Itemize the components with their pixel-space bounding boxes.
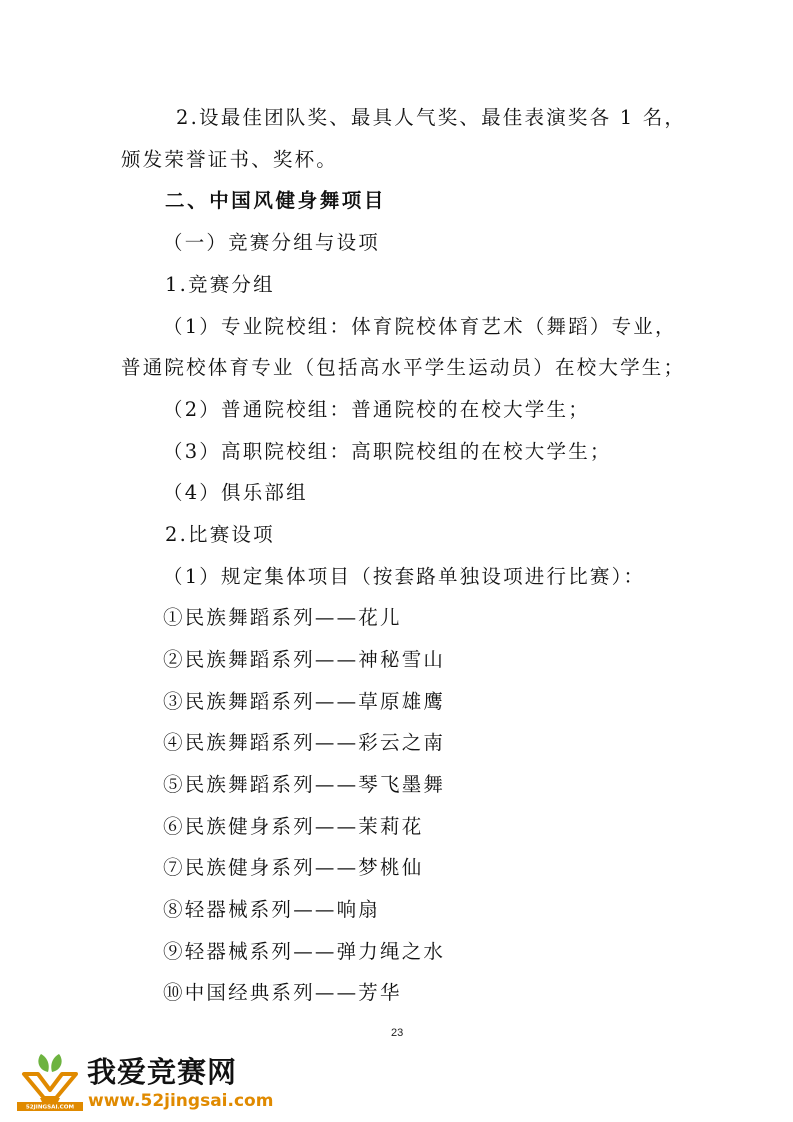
event-item: ⑧轻器械系列——响扇 [163,898,381,921]
group-item: （1）专业院校组：体育院校体育艺术（舞蹈）专业， [163,315,677,338]
event-category: （1）规定集体项目（按套路单独设项进行比赛）： [163,565,646,588]
trophy-cup-icon [24,1074,76,1098]
event-item: ④民族舞蹈系列——彩云之南 [163,731,446,754]
event-item: ⑦民族健身系列——梦桃仙 [163,856,424,879]
subsection-heading: （一）竞赛分组与设项 [163,231,381,254]
numbered-heading: 2.比赛设项 [165,523,275,546]
group-item-continued: 普通院校体育专业（包括高水平学生运动员）在校大学生； [121,356,686,379]
group-item: （4）俱乐部组 [163,481,308,504]
page-number: 23 [391,1027,404,1039]
leaf-icon [51,1054,61,1072]
award-line: 2.设最佳团队奖、最具人气奖、最佳表演奖各 1 名， [176,106,687,129]
event-item: ②民族舞蹈系列——神秘雪山 [163,648,446,671]
award-line-continued: 颁发荣誉证书、奖杯。 [121,148,339,171]
trophy-stem-icon [40,1098,60,1102]
leaf-icon [38,1054,48,1072]
site-title: 我爱竞赛网 [87,1055,238,1089]
event-item: ⑨轻器械系列——弹力绳之水 [163,940,446,963]
logo-text: 52JINGSAI.COM [25,1104,75,1111]
event-item: ⑩中国经典系列——芳华 [163,981,402,1004]
group-item: （3）高职院校组：高职院校组的在校大学生； [163,440,612,463]
event-item: ①民族舞蹈系列——花儿 [163,606,402,629]
event-item: ⑤民族舞蹈系列——琴飞墨舞 [163,773,446,796]
event-item: ③民族舞蹈系列——草原雄鹰 [163,690,446,713]
group-item: （2）普通院校组：普通院校的在校大学生； [163,398,590,421]
section-heading: 二、中国风健身舞项目 [165,189,387,212]
event-item: ⑥民族健身系列——茉莉花 [163,815,424,838]
trophy-logo-icon [14,1050,86,1112]
numbered-heading: 1.竞赛分组 [165,273,275,296]
site-url[interactable]: www.52jingsai.com [88,1091,274,1111]
